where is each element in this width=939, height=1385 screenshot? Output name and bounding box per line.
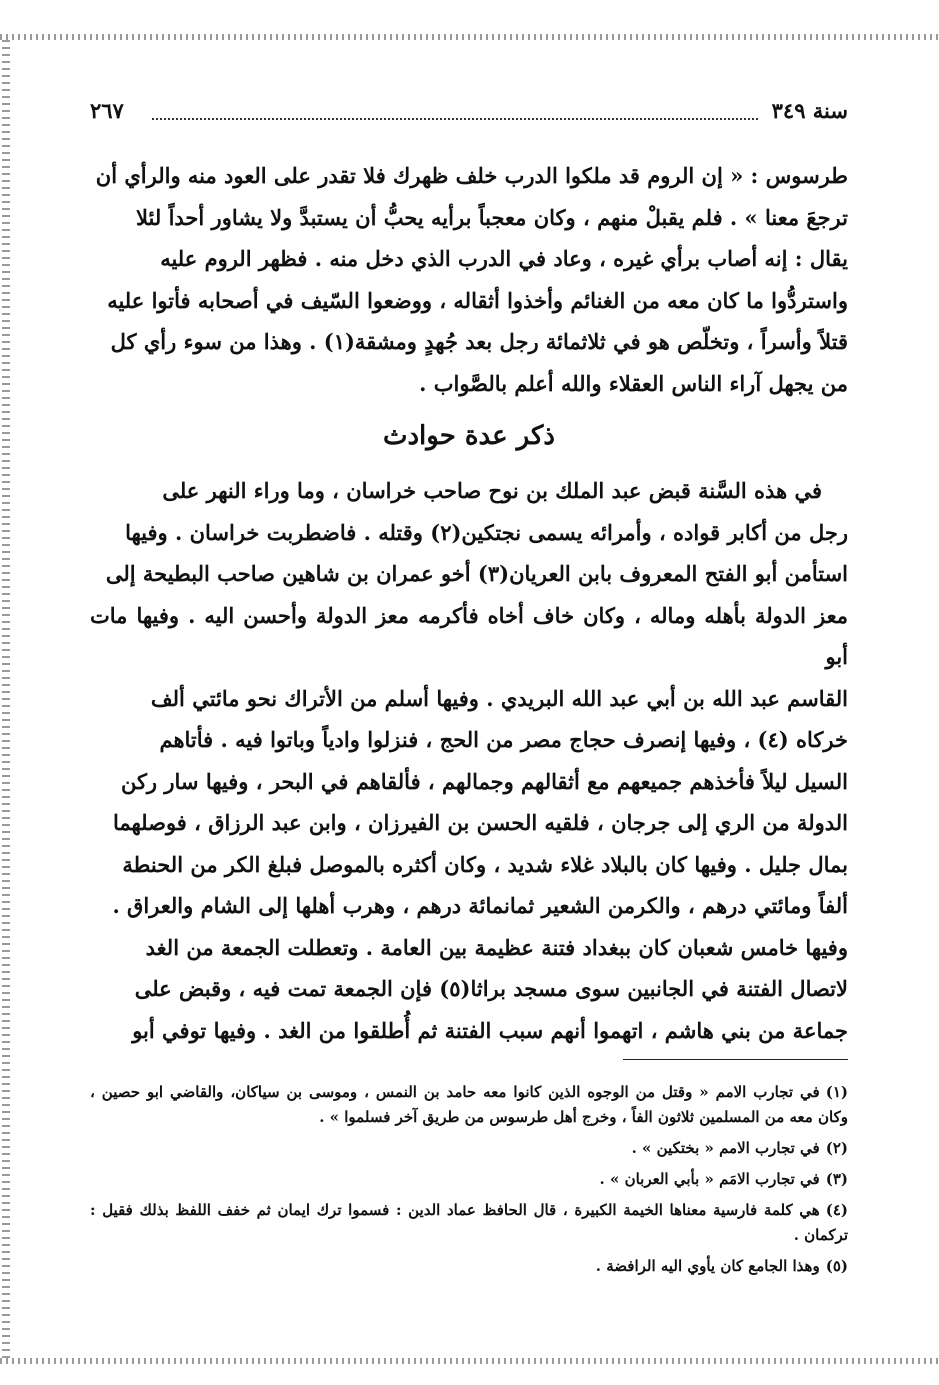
footnote (90, 1136, 848, 1161)
text-line: من يجهل آراء الناس العقلاء والله أعلم بالصَّواب . (419, 370, 848, 396)
text-line: قتلاً وأسراً ، وتخلّص هو في ثلاثمائة رجل بعد جُهدٍ ومشقة(١) . وهذا من سوء رأي كل (110, 329, 848, 354)
text-line: رجل من أكابر قواده ، وأمرائه يسمى نجتكين(٢) وقتله . فاضطربت خراسان . وفيها (125, 519, 848, 545)
footnote-number: (٣) (825, 1170, 848, 1188)
footnote-number: (٥) (825, 1257, 848, 1275)
footnote-number: (٢) (825, 1139, 848, 1157)
footnote (90, 1080, 848, 1130)
footnote-number: (٤) (825, 1201, 848, 1219)
text-line: القاسم عبد الله بن أبي عبد الله البريدي . وفيها أسلم من الأتراك نحو مائتي ألف (150, 685, 848, 711)
footnote-text: وهذا الجامع كان يأوي اليه الرافضة . (595, 1257, 820, 1275)
paragraph-1 (90, 155, 848, 404)
footnote (90, 1167, 848, 1192)
text-line: في هذه السَّنة قبض عبد الملك بن نوح صاحب خراسان ، وما وراء النهر على (162, 478, 822, 503)
footnotes (90, 1080, 848, 1279)
text-line: ترجعَ معنا » . فلم يقبلْ منهم ، وكان معجباً برأيه يحبُّ أن يستبدَّ ولا يشاور أحداً لئلا (136, 204, 848, 230)
footnote-text: في تجارب الامم « وقتل من الوجوه الذين كانوا معه حامد بن النمس ، وموسى بن سياكان، والقاضي ابو حصين ، وكان معه من المسلمين ثلاثون الفاً ، وخرج أهل طرسوس من طريق آخر فسلموا » . (90, 1083, 848, 1126)
text-line: جماعة من بني هاشم ، اتهموا أنهم سبب الفتنة ثم أُطلقوا من الغد . وفيها توفي أبو (132, 1017, 848, 1043)
footnote-text: في تجارب الامَم « بأبي العربان » . (599, 1170, 820, 1188)
text-line: لاتصال الفتنة في الجانبين سوى مسجد براثا(٥) فإن الجمعة تمت فيه ، وقبض على (134, 976, 848, 1001)
left-border (2, 40, 10, 1358)
text-line: واستردُّوا ما كان معه من الغنائم وأخذوا أثقاله ، ووضعوا السّيف في أصحابه فأتوا عليه (107, 287, 848, 313)
page-number: ٢٦٧ (90, 98, 124, 123)
section-title: ذكر عدة حوادث (383, 421, 555, 451)
year-label: سنة ٣٤٩ (771, 98, 848, 123)
footnote-text: في تجارب الامم « بختكين » . (631, 1139, 820, 1157)
header-dotted-leader (152, 118, 758, 120)
text-line: يقال : إنه أصاب برأي غيره ، وعاد في الدرب الذي دخل منه . فظهر الروم عليه (160, 246, 848, 271)
footnote-text: هي كلمة فارسية معناها الخيمة الكبيرة ، قال الحافظ عماد الدين : فسموا ترك ايمان ثم خفف اللفظ بذلك فقيل : تركمان . (90, 1201, 848, 1244)
text-line: ألفاً ومائتي درهم ، والكرمن الشعير ثمانمائة درهم ، وهرب أهلها إلى الشام والعراق . (112, 893, 848, 918)
text-line: خركاه (٤) ، وفيها إنصرف حجاج مصر من الحج ، فنزلوا وادياً وباتوا فيه . فأتاهم (159, 727, 848, 752)
running-header (90, 96, 848, 136)
footnote-number: (١) (825, 1083, 848, 1101)
top-border (0, 34, 939, 40)
paragraph-2 (90, 470, 848, 1051)
bottom-border (0, 1358, 939, 1364)
footnote-separator (623, 1059, 848, 1060)
footnote (90, 1198, 848, 1248)
page (90, 96, 848, 1285)
text-line: استأمن أبو الفتح المعروف بابن العريان(٣) أخو عمران بن شاهين صاحب البطيحة إلى (105, 561, 848, 586)
text-line: بمال جليل . وفيها كان بالبلاد غلاء شديد ، وكان أكثره بالموصل فبلغ الكر من الحنطة (122, 851, 848, 877)
footnote (90, 1254, 848, 1279)
text-line: وفيها خامس شعبان كان ببغداد فتنة عظيمة بين العامة . وتعطلت الجمعة من الغد (145, 934, 848, 960)
text-line: السيل ليلاً فأخذهم جميعهم مع أثقالهم وجمالهم ، فألقاهم في البحر ، وفيها سار ركن (120, 768, 848, 794)
text-line: الدولة من الري إلى جرجان ، فلقيه الحسن بن الفيرزان ، وابن عبد الرزاق ، فوصلهما (112, 810, 848, 835)
text-line: طرسوس : « إن الروم قد ملكوا الدرب خلف ظهرك فلا تقدر على العود منه والرأي أن (95, 163, 848, 188)
text-line: معز الدولة بأهله وماله ، وكان خاف أخاه فأكرمه معز الدولة وأحسن اليه . وفيها مات أبو (90, 602, 848, 669)
